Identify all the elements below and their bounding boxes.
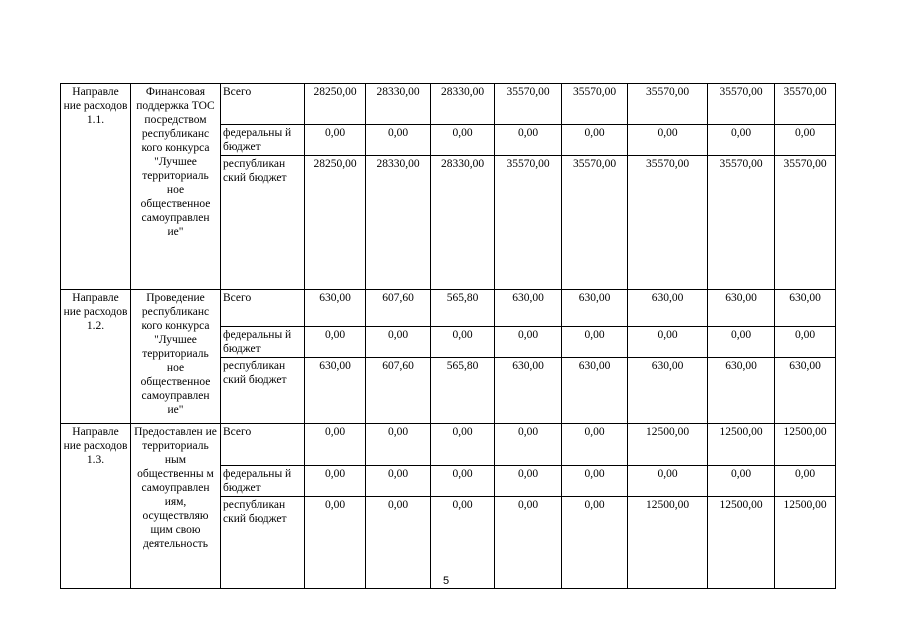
value-cell: 630,00 xyxy=(628,290,708,327)
value-cell: 0,00 xyxy=(431,327,495,358)
value-cell: 0,00 xyxy=(562,466,628,497)
value-cell: 0,00 xyxy=(495,497,562,589)
value-cell: 12500,00 xyxy=(628,497,708,589)
value-cell: 35570,00 xyxy=(495,156,562,290)
value-cell: 35570,00 xyxy=(775,156,836,290)
value-cell: 0,00 xyxy=(708,125,775,156)
budget-source-cell: Всего xyxy=(221,84,305,125)
value-cell: 565,80 xyxy=(431,290,495,327)
value-cell: 0,00 xyxy=(366,424,431,466)
value-cell: 12500,00 xyxy=(775,424,836,466)
value-cell: 0,00 xyxy=(495,466,562,497)
budget-source-cell: Всего xyxy=(221,290,305,327)
table-row xyxy=(61,290,836,327)
value-cell: 0,00 xyxy=(628,125,708,156)
value-cell: 0,00 xyxy=(562,497,628,589)
value-cell: 630,00 xyxy=(495,358,562,424)
value-cell: 630,00 xyxy=(775,290,836,327)
value-cell: 0,00 xyxy=(562,327,628,358)
value-cell: 0,00 xyxy=(775,466,836,497)
value-cell: 630,00 xyxy=(305,290,366,327)
value-cell: 0,00 xyxy=(431,466,495,497)
value-cell: 35570,00 xyxy=(562,84,628,125)
value-cell: 565,80 xyxy=(431,358,495,424)
value-cell: 35570,00 xyxy=(628,156,708,290)
value-cell: 0,00 xyxy=(495,125,562,156)
direction-cell: Направле ние расходов 1.3. xyxy=(61,424,131,589)
value-cell: 630,00 xyxy=(708,290,775,327)
value-cell: 12500,00 xyxy=(775,497,836,589)
value-cell: 0,00 xyxy=(562,424,628,466)
table-body xyxy=(61,84,836,589)
value-cell: 0,00 xyxy=(305,424,366,466)
value-cell: 28250,00 xyxy=(305,156,366,290)
value-cell: 630,00 xyxy=(305,358,366,424)
value-cell: 0,00 xyxy=(305,125,366,156)
value-cell: 28250,00 xyxy=(305,84,366,125)
value-cell: 630,00 xyxy=(628,358,708,424)
value-cell: 630,00 xyxy=(708,358,775,424)
value-cell: 28330,00 xyxy=(366,84,431,125)
budget-source-cell: республикан ский бюджет xyxy=(221,497,305,589)
page-number: 5 xyxy=(442,575,450,587)
value-cell: 35570,00 xyxy=(562,156,628,290)
value-cell: 0,00 xyxy=(305,497,366,589)
value-cell: 607,60 xyxy=(366,290,431,327)
description-cell: Предоставлен ие территориаль ным общественны м самоуправлен иям, осуществляю щим свою деятельность xyxy=(131,424,221,589)
direction-cell: Направле ние расходов 1.1. xyxy=(61,84,131,290)
value-cell: 607,60 xyxy=(366,358,431,424)
value-cell: 35570,00 xyxy=(775,84,836,125)
description-cell: Финансовая поддержка ТОС посредством республиканс кого конкурса "Лучшее территориаль ное общественное самоуправлен ие" xyxy=(131,84,221,290)
value-cell: 0,00 xyxy=(366,327,431,358)
budget-source-cell: республикан ский бюджет xyxy=(221,156,305,290)
value-cell: 28330,00 xyxy=(431,156,495,290)
budget-source-cell: Всего xyxy=(221,424,305,466)
value-cell: 12500,00 xyxy=(708,424,775,466)
value-cell: 0,00 xyxy=(305,327,366,358)
value-cell: 0,00 xyxy=(628,327,708,358)
value-cell: 35570,00 xyxy=(708,156,775,290)
budget-table xyxy=(60,83,836,589)
value-cell: 35570,00 xyxy=(628,84,708,125)
value-cell: 0,00 xyxy=(431,125,495,156)
value-cell: 0,00 xyxy=(708,466,775,497)
value-cell: 0,00 xyxy=(708,327,775,358)
value-cell: 630,00 xyxy=(562,358,628,424)
value-cell: 0,00 xyxy=(431,424,495,466)
direction-cell: Направле ние расходов 1.2. xyxy=(61,290,131,424)
value-cell: 0,00 xyxy=(366,125,431,156)
value-cell: 630,00 xyxy=(775,358,836,424)
value-cell: 28330,00 xyxy=(431,84,495,125)
value-cell: 0,00 xyxy=(775,125,836,156)
value-cell: 12500,00 xyxy=(628,424,708,466)
table-row xyxy=(61,84,836,125)
value-cell: 0,00 xyxy=(495,327,562,358)
budget-source-cell: федеральны й бюджет xyxy=(221,327,305,358)
value-cell: 0,00 xyxy=(305,466,366,497)
table-row xyxy=(61,424,836,466)
budget-source-cell: федеральны й бюджет xyxy=(221,466,305,497)
value-cell: 630,00 xyxy=(562,290,628,327)
value-cell: 0,00 xyxy=(628,466,708,497)
value-cell: 35570,00 xyxy=(495,84,562,125)
value-cell: 0,00 xyxy=(366,497,431,589)
value-cell: 0,00 xyxy=(562,125,628,156)
value-cell: 35570,00 xyxy=(708,84,775,125)
budget-source-cell: федеральны й бюджет xyxy=(221,125,305,156)
value-cell: 0,00 xyxy=(366,466,431,497)
value-cell: 0,00 xyxy=(775,327,836,358)
value-cell: 12500,00 xyxy=(708,497,775,589)
description-cell: Проведение республиканс кого конкурса "Лучшее территориаль ное общественное самоуправлен ие" xyxy=(131,290,221,424)
budget-source-cell: республикан ский бюджет xyxy=(221,358,305,424)
value-cell: 0,00 xyxy=(431,497,495,589)
value-cell: 0,00 xyxy=(495,424,562,466)
value-cell: 630,00 xyxy=(495,290,562,327)
value-cell: 28330,00 xyxy=(366,156,431,290)
